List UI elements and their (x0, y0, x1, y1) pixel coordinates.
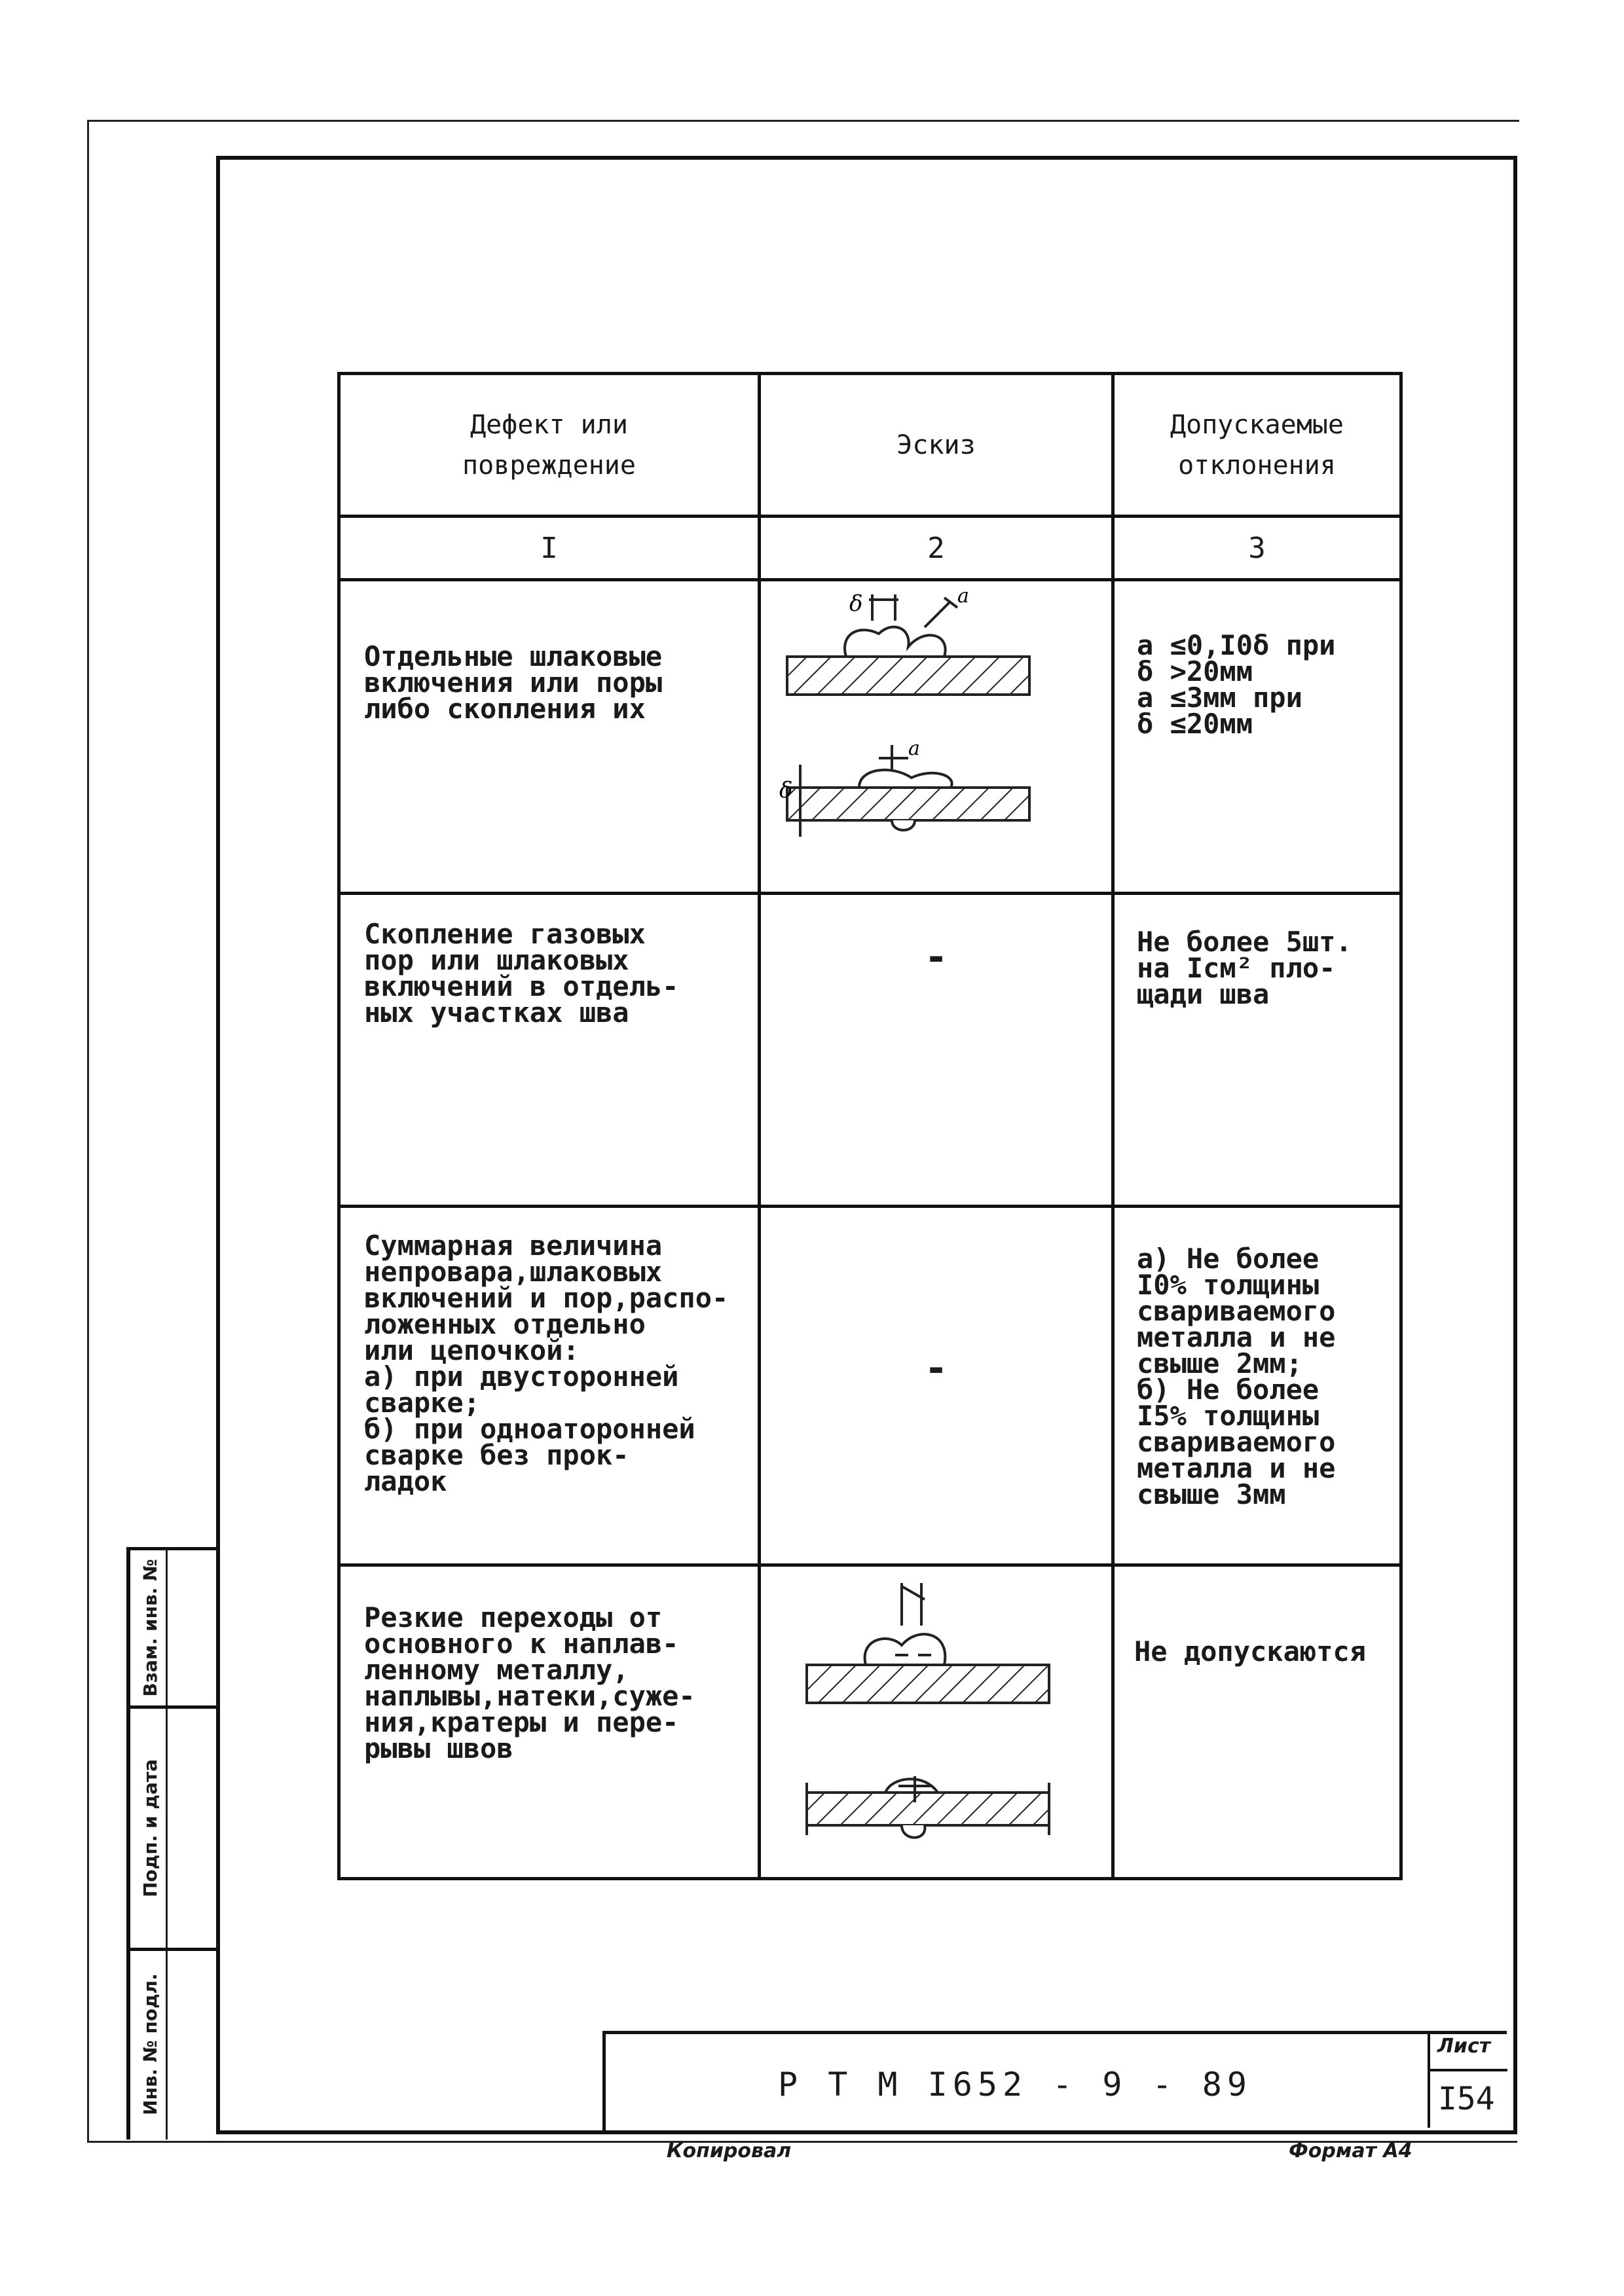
sketch-cell (760, 580, 1113, 894)
column-number-3: 3 (1113, 517, 1401, 580)
tolerance-cell: Не более 5шт. на Iсм² пло- щади шва (1113, 894, 1401, 1207)
svg-text:δ: δ (849, 591, 863, 617)
header-sketch: Эскиз (760, 374, 1113, 517)
sheet-number: I54 (1438, 2081, 1495, 2117)
sketch-cell (760, 1565, 1113, 1879)
column-number-row (339, 517, 1401, 580)
defects-table (337, 372, 1403, 1880)
side-label-replaced-inv: Взам. инв. № (139, 1559, 161, 1697)
side-label-signature-date: Подп. и дата (139, 1758, 161, 1898)
footer-copied: Копировал (667, 2140, 792, 2162)
svg-text:δ: δ (779, 777, 793, 803)
svg-text:a: a (957, 585, 969, 608)
sheet-label: Лист (1437, 2035, 1491, 2058)
sheet-rule (1430, 2069, 1507, 2071)
weld-sketch-slag-inclusions (761, 581, 1108, 889)
tolerance-cell: а ≤0,I0δ при δ >20мм а ≤3мм при δ ≤20мм (1113, 580, 1401, 894)
table-header-row (339, 374, 1401, 517)
tolerance-cell: Не допускаются (1113, 1565, 1401, 1879)
table-row (339, 1207, 1401, 1565)
side-label-inv-original: Инв. № подл. (139, 1973, 161, 2115)
side-stamp-border (126, 1547, 130, 2140)
column-number-2: 2 (760, 517, 1113, 580)
defect-cell: Суммарная величина непровара,шлаковых включений и пор,распо- ложенных отдельно или цепочкой: а) при двусторонней сварке; б) при одноаторонней сварке без прок- ладок (339, 1207, 760, 1565)
side-stamp-divider (166, 1547, 168, 2140)
header-tolerance: Допускаемые отклонения (1113, 374, 1401, 517)
sheet-divider (1428, 2031, 1430, 2128)
weld-sketch-sharp-transitions (761, 1567, 1108, 1874)
document-code: Р Т М I652 - 9 - 89 (778, 2066, 1252, 2104)
column-number-1: I (339, 517, 760, 580)
defect-cell: Резкие переходы от основного к наплав- ленному металлу, наплывы,натеки,суже- ния,кратеры и пере- рывы швов (339, 1565, 760, 1879)
header-defect: Дефект или повреждение (339, 374, 760, 517)
tolerance-cell: а) Не более I0% толщины свариваемого металла и не свыше 2мм; б) Не более I5% толщины свариваемого металла и не свыше 3мм (1113, 1207, 1401, 1565)
table-row (339, 1565, 1401, 1879)
svg-text:a: a (908, 737, 920, 760)
table-row (339, 580, 1401, 894)
footer-format: Формат А4 (1289, 2140, 1412, 2162)
sketch-cell: - (760, 894, 1113, 1207)
table-row (339, 894, 1401, 1207)
defect-cell: Отдельные шлаковые включения или поры либо скопления их (339, 580, 760, 894)
sketch-cell: - (760, 1207, 1113, 1565)
defect-cell: Скопление газовых пор или шлаковых включений в отдель- ных участках шва (339, 894, 760, 1207)
